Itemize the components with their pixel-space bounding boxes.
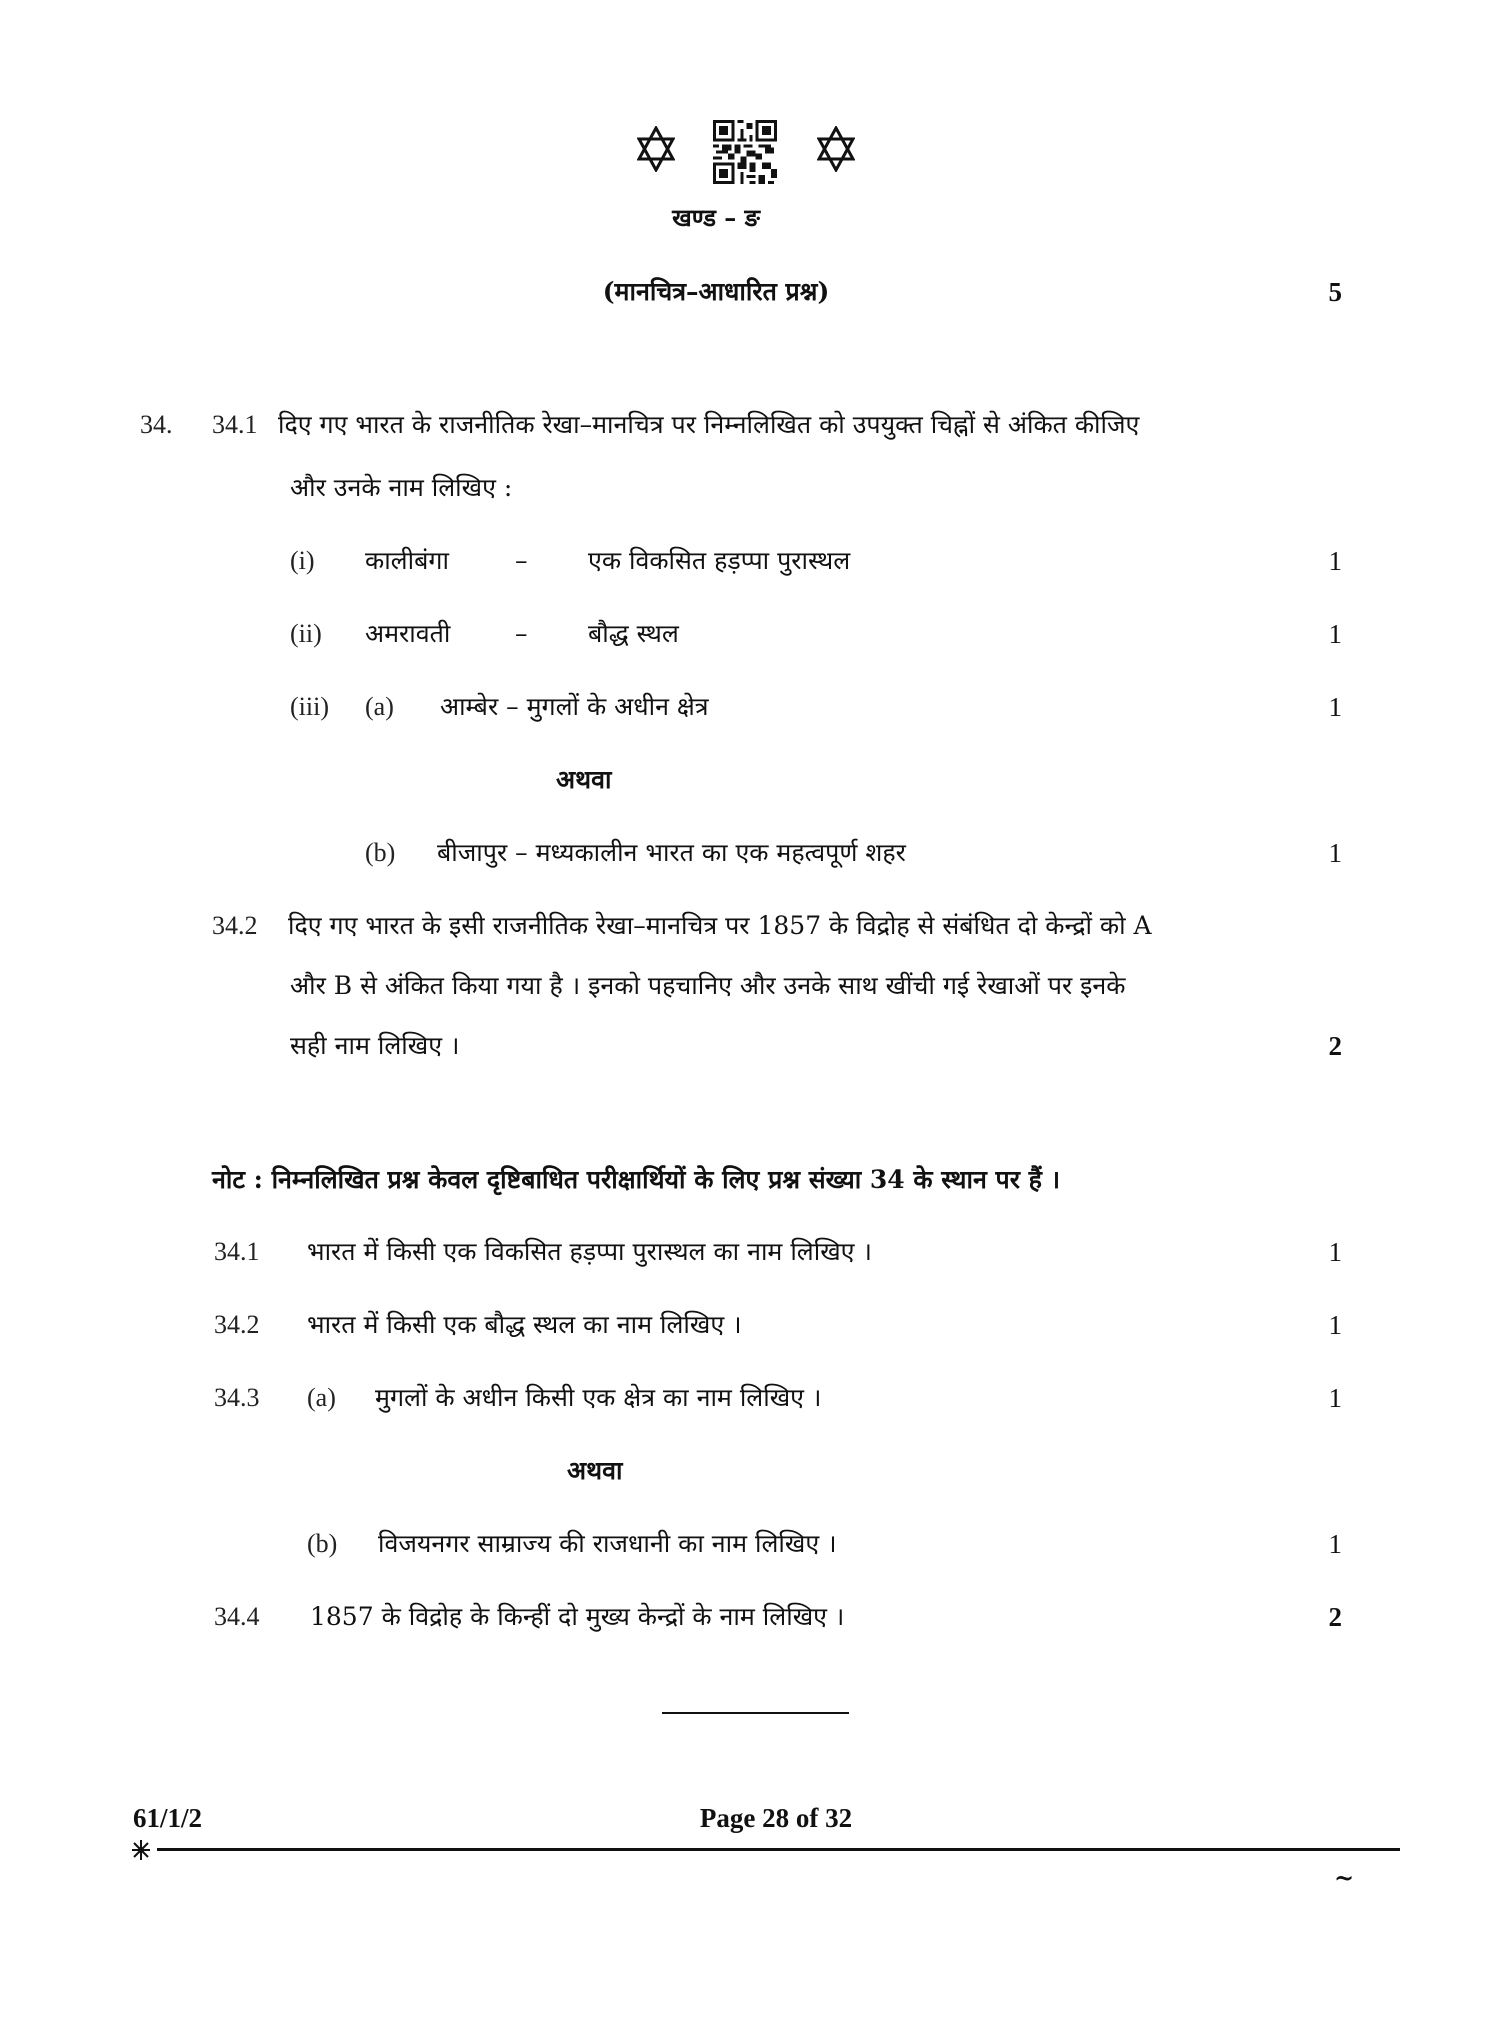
question-text: और उनके नाम लिखिए : — [290, 473, 513, 502]
item-place: कालीबंगा — [365, 546, 449, 575]
question-number: 34.2 — [214, 1310, 260, 1339]
question-text: दिए गए भारत के राजनीतिक रेखा–मानचित्र पर निम्नलिखित को उपयुक्त चिह्नों से अंकित कीजिए — [278, 410, 1140, 439]
question-marks: 1 — [1328, 1237, 1342, 1267]
question-text: भारत में किसी एक विकसित हड़प्पा पुरास्थल का नाम लिखिए । — [307, 1237, 872, 1266]
star-of-david-icon — [817, 126, 855, 172]
question-marks: 2 — [1328, 1031, 1342, 1061]
item-label: (ii) — [290, 619, 322, 648]
item-text: आम्बेर – मुगलों के अधीन क्षेत्र — [440, 692, 709, 721]
qr-code-icon — [713, 120, 777, 184]
or-label: अथवा — [567, 1456, 623, 1485]
corner-mark: ~ — [1334, 1863, 1355, 1892]
item-label: (iii) — [290, 692, 329, 721]
question-marks: 1 — [1328, 1310, 1342, 1340]
item-marks: 1 — [1328, 692, 1342, 722]
question-number: 34. — [140, 410, 173, 439]
item-marks: 1 — [1328, 546, 1342, 576]
question-text: 1857 के विद्रोह के किन्हीं दो मुख्य केन्द्रों के नाम लिखिए । — [310, 1602, 845, 1631]
item-dash: – — [515, 546, 528, 575]
question-number: 34.1 — [214, 1237, 260, 1266]
section-marks: 5 — [1328, 277, 1342, 307]
section-subtitle: (मानचित्र–आधारित प्रश्न) — [602, 277, 830, 306]
item-description: एक विकसित हड़प्पा पुरास्थल — [588, 546, 851, 575]
page-number: Page 28 of 32 — [699, 1803, 853, 1833]
question-text: और B से अंकित किया गया है । इनको पहचानिए और उनके साथ खींची गई रेखाओं पर इनके — [290, 971, 1126, 1000]
item-place: अमरावती — [365, 619, 451, 648]
subquestion-number: 34.2 — [212, 911, 258, 940]
section-title: खण्ड – ङ — [672, 203, 760, 232]
note-text: नोट : निम्नलिखित प्रश्न केवल दृष्टिबाधित परीक्षार्थियों के लिए प्रश्न संख्या 34 के स्थान पर हैं । — [212, 1165, 1061, 1194]
question-text: भारत में किसी एक बौद्ध स्थल का नाम लिखिए । — [307, 1310, 742, 1339]
question-number: 34.4 — [214, 1602, 260, 1631]
question-marks: 1 — [1328, 1529, 1342, 1559]
star-of-david-icon — [637, 126, 675, 172]
end-separator — [662, 1712, 849, 1714]
paper-code: 61/1/2 — [133, 1803, 203, 1833]
item-dash: – — [515, 619, 528, 648]
or-label: अथवा — [556, 765, 612, 794]
item-text: बीजापुर – मध्यकालीन भारत का एक महत्वपूर्ण शहर — [437, 838, 906, 867]
subquestion-number: 34.1 — [212, 410, 258, 439]
item-label: (i) — [290, 546, 315, 575]
item-marks: 1 — [1328, 619, 1342, 649]
question-text: विजयनगर साम्राज्य की राजधानी का नाम लिखिए । — [378, 1529, 837, 1558]
item-sub-label: (a) — [365, 692, 394, 721]
question-text: मुगलों के अधीन किसी एक क्षेत्र का नाम लिखिए । — [375, 1383, 822, 1412]
item-sub-label: (b) — [307, 1529, 338, 1558]
question-text: दिए गए भारत के इसी राजनीतिक रेखा–मानचित्र पर 1857 के विद्रोह से संबंधित दो केन्द्रों को A — [288, 911, 1152, 940]
item-marks: 1 — [1328, 838, 1342, 868]
item-sub-label: (b) — [365, 838, 396, 867]
question-text: सही नाम लिखिए । — [290, 1031, 460, 1060]
question-marks: 1 — [1328, 1383, 1342, 1413]
footer-rule — [157, 1848, 1400, 1851]
flower-icon — [131, 1839, 151, 1861]
question-marks: 2 — [1328, 1602, 1342, 1632]
question-number: 34.3 — [214, 1383, 260, 1412]
item-sub-label: (a) — [307, 1383, 336, 1412]
item-description: बौद्ध स्थल — [588, 619, 679, 648]
